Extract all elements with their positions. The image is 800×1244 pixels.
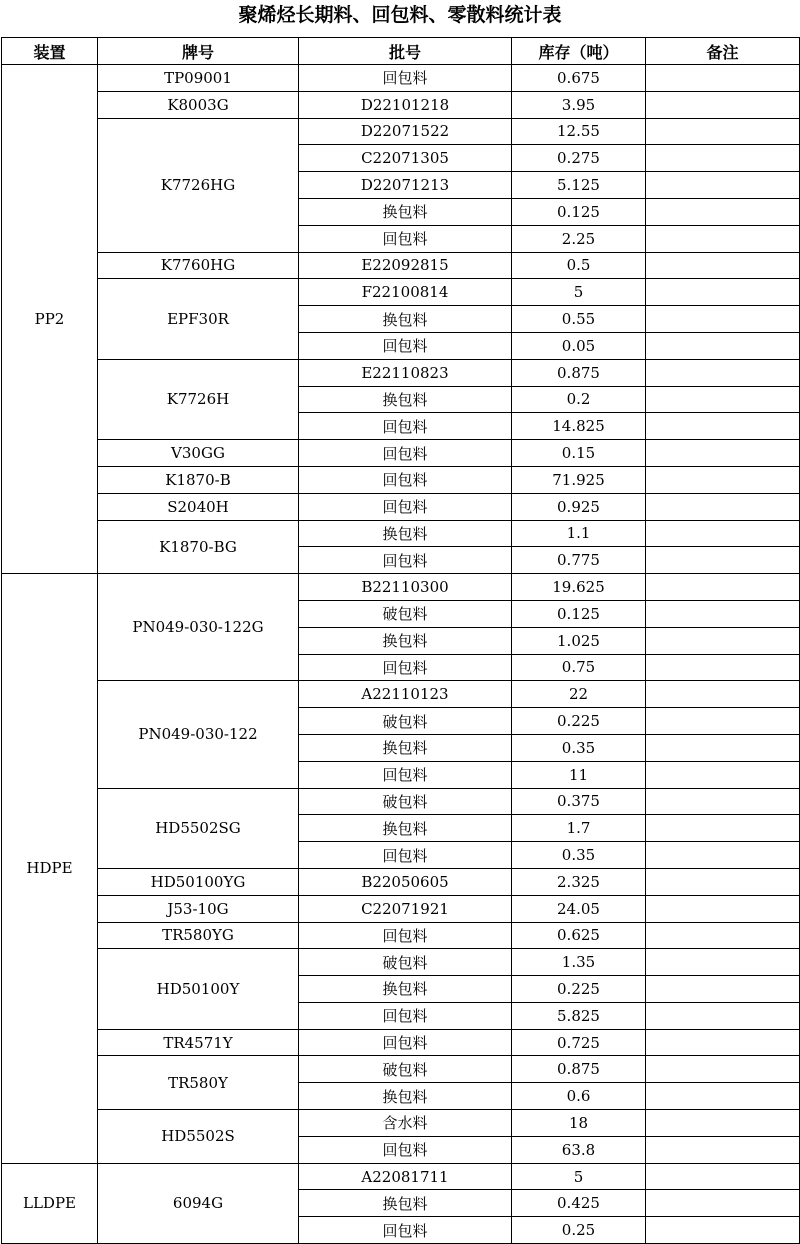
stock-cell: 0.625 <box>512 922 646 949</box>
remark-cell <box>646 440 800 467</box>
stock-cell: 0.5 <box>512 252 646 279</box>
table-row <box>2 118 800 145</box>
stock-cell: 0.35 <box>512 842 646 869</box>
stock-cell: 3.95 <box>512 91 646 118</box>
remark-cell <box>646 708 800 735</box>
grade-cell: HD5502SG <box>98 788 299 868</box>
remark-cell <box>646 359 800 386</box>
remark-cell <box>646 574 800 601</box>
batch-cell: 破包料 <box>299 788 512 815</box>
stock-cell: 2.325 <box>512 868 646 895</box>
header-batch: 批号 <box>299 38 512 65</box>
batch-cell: 回包料 <box>299 225 512 252</box>
stock-cell: 0.6 <box>512 1083 646 1110</box>
stock-cell: 0.725 <box>512 1029 646 1056</box>
remark-cell <box>646 600 800 627</box>
batch-cell: 回包料 <box>299 1217 512 1244</box>
remark-cell <box>646 842 800 869</box>
remark-cell <box>646 118 800 145</box>
table-row <box>2 466 800 493</box>
batch-cell: 换包料 <box>299 627 512 654</box>
batch-cell: A22081711 <box>299 1163 512 1190</box>
remark-cell <box>646 1029 800 1056</box>
grade-cell: S2040H <box>98 493 299 520</box>
stock-cell: 0.125 <box>512 600 646 627</box>
remark-cell <box>646 493 800 520</box>
remark-cell <box>646 547 800 574</box>
unit-cell: LLDPE <box>2 1163 98 1243</box>
batch-cell: 含水料 <box>299 1110 512 1137</box>
grade-cell: TR580Y <box>98 1056 299 1110</box>
header-remark: 备注 <box>646 38 800 65</box>
remark-cell <box>646 1136 800 1163</box>
remark-cell <box>646 895 800 922</box>
batch-cell: D22071522 <box>299 118 512 145</box>
batch-cell: 换包料 <box>299 734 512 761</box>
table-row <box>2 895 800 922</box>
stock-cell: 0.225 <box>512 976 646 1003</box>
table-row <box>2 1163 800 1190</box>
table-row <box>2 440 800 467</box>
stock-cell: 0.875 <box>512 359 646 386</box>
grade-cell: J53-10G <box>98 895 299 922</box>
grade-cell: PN049-030-122G <box>98 574 299 681</box>
batch-cell: 回包料 <box>299 547 512 574</box>
stock-cell: 0.425 <box>512 1190 646 1217</box>
stock-cell: 0.875 <box>512 1056 646 1083</box>
batch-cell: 回包料 <box>299 842 512 869</box>
grade-cell: EPF30R <box>98 279 299 359</box>
batch-cell: 回包料 <box>299 1002 512 1029</box>
stock-cell: 22 <box>512 681 646 708</box>
remark-cell <box>646 172 800 199</box>
grade-cell: K1870-BG <box>98 520 299 574</box>
grade-cell: HD50100Y <box>98 949 299 1029</box>
table-row <box>2 868 800 895</box>
remark-cell <box>646 386 800 413</box>
table-body <box>2 65 800 1244</box>
batch-cell: D22071213 <box>299 172 512 199</box>
stock-cell: 5.125 <box>512 172 646 199</box>
stock-cell: 71.925 <box>512 466 646 493</box>
batch-cell: 破包料 <box>299 949 512 976</box>
batch-cell: 回包料 <box>299 1029 512 1056</box>
grade-cell: V30GG <box>98 440 299 467</box>
table-row <box>2 279 800 306</box>
remark-cell <box>646 145 800 172</box>
table-row <box>2 1110 800 1137</box>
table-row <box>2 681 800 708</box>
batch-cell: 回包料 <box>299 413 512 440</box>
remark-cell <box>646 198 800 225</box>
remark-cell <box>646 1056 800 1083</box>
grade-cell: PN049-030-122 <box>98 681 299 788</box>
grade-cell: K7726HG <box>98 118 299 252</box>
stock-cell: 12.55 <box>512 118 646 145</box>
stock-cell: 1.1 <box>512 520 646 547</box>
table-row <box>2 91 800 118</box>
header-unit: 装置 <box>2 38 98 65</box>
stock-cell: 5.825 <box>512 1002 646 1029</box>
batch-cell: F22100814 <box>299 279 512 306</box>
remark-cell <box>646 627 800 654</box>
stock-cell: 14.825 <box>512 413 646 440</box>
grade-cell: 6094G <box>98 1163 299 1243</box>
batch-cell: 回包料 <box>299 332 512 359</box>
remark-cell <box>646 761 800 788</box>
batch-cell: 回包料 <box>299 761 512 788</box>
batch-cell: 换包料 <box>299 386 512 413</box>
remark-cell <box>646 91 800 118</box>
remark-cell <box>646 734 800 761</box>
batch-cell: C22071921 <box>299 895 512 922</box>
remark-cell <box>646 1002 800 1029</box>
stock-cell: 0.375 <box>512 788 646 815</box>
grade-cell: HD50100YG <box>98 868 299 895</box>
remark-cell <box>646 1217 800 1244</box>
batch-cell: 换包料 <box>299 815 512 842</box>
remark-cell <box>646 306 800 333</box>
stock-cell: 24.05 <box>512 895 646 922</box>
stock-cell: 0.05 <box>512 332 646 359</box>
stock-cell: 0.925 <box>512 493 646 520</box>
remark-cell <box>646 922 800 949</box>
stock-table <box>1 37 800 1244</box>
remark-cell <box>646 949 800 976</box>
header-row <box>2 38 800 65</box>
grade-cell: HD5502S <box>98 1110 299 1164</box>
table-row <box>2 949 800 976</box>
stock-cell: 0.75 <box>512 654 646 681</box>
batch-cell: 破包料 <box>299 708 512 735</box>
grade-cell: TP09001 <box>98 65 299 92</box>
stock-cell: 5 <box>512 1163 646 1190</box>
remark-cell <box>646 279 800 306</box>
remark-cell <box>646 466 800 493</box>
grade-cell: K8003G <box>98 91 299 118</box>
remark-cell <box>646 976 800 1003</box>
batch-cell: 回包料 <box>299 654 512 681</box>
table-row <box>2 1029 800 1056</box>
remark-cell <box>646 1083 800 1110</box>
stock-cell: 5 <box>512 279 646 306</box>
table-row <box>2 520 800 547</box>
batch-cell: 回包料 <box>299 1136 512 1163</box>
batch-cell: 破包料 <box>299 1056 512 1083</box>
batch-cell: 回包料 <box>299 65 512 92</box>
remark-cell <box>646 1110 800 1137</box>
batch-cell: B22110300 <box>299 574 512 601</box>
stock-cell: 1.025 <box>512 627 646 654</box>
grade-cell: K1870-B <box>98 466 299 493</box>
remark-cell <box>646 225 800 252</box>
batch-cell: E22092815 <box>299 252 512 279</box>
batch-cell: B22050605 <box>299 868 512 895</box>
stock-cell: 0.15 <box>512 440 646 467</box>
stock-cell: 19.625 <box>512 574 646 601</box>
stock-cell: 0.2 <box>512 386 646 413</box>
stock-cell: 0.275 <box>512 145 646 172</box>
remark-cell <box>646 65 800 92</box>
table-row <box>2 65 800 92</box>
batch-cell: 回包料 <box>299 440 512 467</box>
table-row <box>2 574 800 601</box>
batch-cell: E22110823 <box>299 359 512 386</box>
remark-cell <box>646 654 800 681</box>
table-row <box>2 1056 800 1083</box>
table-row <box>2 922 800 949</box>
batch-cell: 破包料 <box>299 600 512 627</box>
stock-cell: 18 <box>512 1110 646 1137</box>
stock-cell: 2.25 <box>512 225 646 252</box>
batch-cell: 换包料 <box>299 306 512 333</box>
header-grade: 牌号 <box>98 38 299 65</box>
batch-cell: 换包料 <box>299 198 512 225</box>
remark-cell <box>646 413 800 440</box>
batch-cell: 回包料 <box>299 922 512 949</box>
grade-cell: K7760HG <box>98 252 299 279</box>
unit-cell: HDPE <box>2 574 98 1164</box>
unit-cell: PP2 <box>2 65 98 574</box>
header-stock: 库存（吨） <box>512 38 646 65</box>
batch-cell: 换包料 <box>299 976 512 1003</box>
stock-cell: 11 <box>512 761 646 788</box>
remark-cell <box>646 332 800 359</box>
stock-cell: 0.35 <box>512 734 646 761</box>
remark-cell <box>646 788 800 815</box>
grade-cell: TR4571Y <box>98 1029 299 1056</box>
table-row <box>2 788 800 815</box>
stock-cell: 0.225 <box>512 708 646 735</box>
batch-cell: 换包料 <box>299 520 512 547</box>
remark-cell <box>646 252 800 279</box>
batch-cell: 换包料 <box>299 1190 512 1217</box>
batch-cell: A22110123 <box>299 681 512 708</box>
batch-cell: 回包料 <box>299 493 512 520</box>
stock-cell: 0.675 <box>512 65 646 92</box>
stock-cell: 1.35 <box>512 949 646 976</box>
remark-cell <box>646 1190 800 1217</box>
table-row <box>2 252 800 279</box>
grade-cell: K7726H <box>98 359 299 439</box>
batch-cell: 换包料 <box>299 1083 512 1110</box>
stock-cell: 0.125 <box>512 198 646 225</box>
table-row <box>2 359 800 386</box>
batch-cell: D22101218 <box>299 91 512 118</box>
remark-cell <box>646 868 800 895</box>
stock-cell: 0.775 <box>512 547 646 574</box>
batch-cell: 回包料 <box>299 466 512 493</box>
stock-cell: 0.55 <box>512 306 646 333</box>
table-row <box>2 493 800 520</box>
page-title: 聚烯烃长期料、回包料、零散料统计表 <box>238 4 562 26</box>
remark-cell <box>646 1163 800 1190</box>
batch-cell: C22071305 <box>299 145 512 172</box>
grade-cell: TR580YG <box>98 922 299 949</box>
stock-cell: 0.25 <box>512 1217 646 1244</box>
stock-cell: 1.7 <box>512 815 646 842</box>
stock-cell: 63.8 <box>512 1136 646 1163</box>
remark-cell <box>646 520 800 547</box>
remark-cell <box>646 815 800 842</box>
remark-cell <box>646 681 800 708</box>
